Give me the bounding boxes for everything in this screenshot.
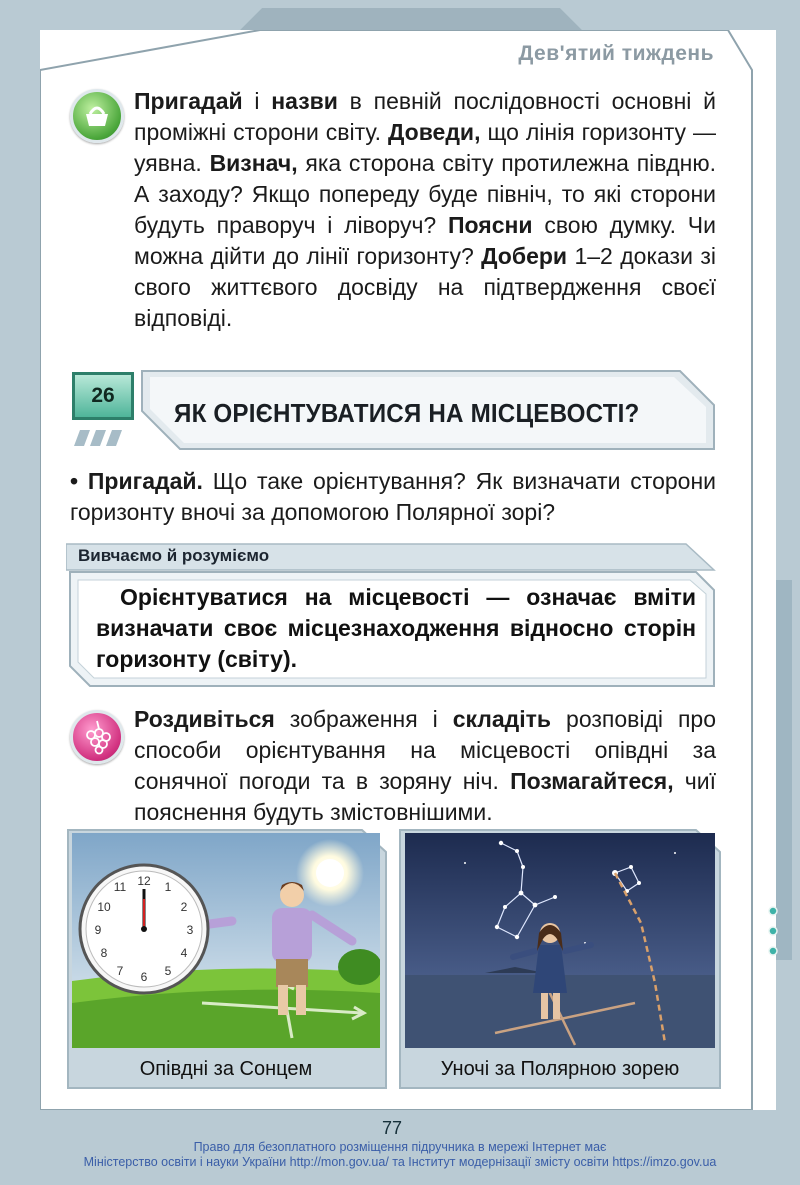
bold-keyword: Визнач, xyxy=(209,150,298,176)
berries-icon xyxy=(70,710,124,764)
side-dots-decor xyxy=(766,905,780,959)
lesson-stripes-decor xyxy=(70,428,140,448)
bold-keyword: Поясни xyxy=(448,212,533,238)
text-segment: що лінія горизонту — уявна. xyxy=(134,119,716,176)
lesson-number: 26 xyxy=(72,372,134,420)
bold-keyword: Позмагайтеся, xyxy=(510,768,674,794)
text-segment: свою думку. Чи можна дійти до лінії горизонту? xyxy=(134,212,716,269)
bold-keyword: складіть xyxy=(452,706,552,732)
bold-keyword: • Пригадай. xyxy=(70,468,203,494)
clock-number: 10 xyxy=(97,900,111,914)
task-2-text xyxy=(134,704,716,828)
clock-number: 4 xyxy=(180,946,188,960)
bold-keyword: Роздивіться xyxy=(134,706,275,732)
clock-number: 11 xyxy=(113,880,127,894)
clock-number: 2 xyxy=(180,900,188,914)
bold-keyword: Доведи, xyxy=(387,119,481,145)
text-segment: Що таке орієнтування? Як визначати сторони горизонту вночі за допомогою Полярної зорі? xyxy=(70,468,716,525)
footer-line-2: Міністерство освіти і науки України http://mon.gov.ua/ та Інститут модернізації змісту освіти https://imzo.gov.ua xyxy=(83,1155,717,1169)
page-number: 77 xyxy=(381,1118,403,1138)
text-segment: 1–2 докази зі свого життєвого досвіду на підтвердження своєї відповіді. xyxy=(134,243,716,331)
basket-icon xyxy=(70,89,124,143)
clock-number: 3 xyxy=(186,923,194,937)
clock-number: 6 xyxy=(140,970,148,984)
clock-number: 7 xyxy=(116,964,124,978)
caption-noon: Опівдні за Сонцем xyxy=(139,1058,313,1080)
text-segment: зображення і xyxy=(274,706,453,732)
clock-number: 5 xyxy=(164,964,172,978)
text-segment: чиї пояснення будуть змістовнішими. xyxy=(134,768,716,825)
bold-keyword: Добери xyxy=(481,243,568,269)
text-segment: яка сторона світу протилежна півдню. А заходу? Якщо попереду буде північ, то які сторони будуть праворуч і ліворуч? xyxy=(134,150,716,238)
text-segment: в певній послідовності основні й проміжні сторони світу. xyxy=(134,88,716,145)
clock-number: 12 xyxy=(137,874,151,888)
caption-night: Уночі за Полярною зорею xyxy=(440,1058,680,1080)
bold-keyword: назви xyxy=(271,88,338,114)
text-segment: розповіді про способи орієнтування на місцевості опівдні за сонячної погоди та в зоряну ніч. xyxy=(134,706,716,794)
definition-text: Орієнтуватися на місцевості — означає вміти визначати своє місцезнаходження відносно сторін горизонту (світу). xyxy=(96,584,696,672)
task-1-text xyxy=(134,86,716,334)
bold-keyword: Пригадай xyxy=(134,88,243,114)
week-title: Дев'ятий тиждень xyxy=(518,42,714,65)
recall-text xyxy=(70,466,716,528)
picture-noon-sun xyxy=(72,833,380,1048)
text-segment: і xyxy=(242,88,272,114)
study-label: Вивчаємо й розуміємо xyxy=(78,546,270,565)
clock-number: 1 xyxy=(164,880,172,894)
clock-number: 8 xyxy=(100,946,108,960)
lesson-title: ЯК ОРІЄНТУВАТИСЯ НА МІСЦЕВОСТІ? xyxy=(174,398,640,428)
clock-number: 9 xyxy=(94,923,102,937)
footer-text xyxy=(0,1140,800,1170)
picture-night-star xyxy=(405,833,715,1048)
footer-line-1: Право для безоплатного розміщення підручника в мережі Інтернет має xyxy=(193,1140,607,1154)
